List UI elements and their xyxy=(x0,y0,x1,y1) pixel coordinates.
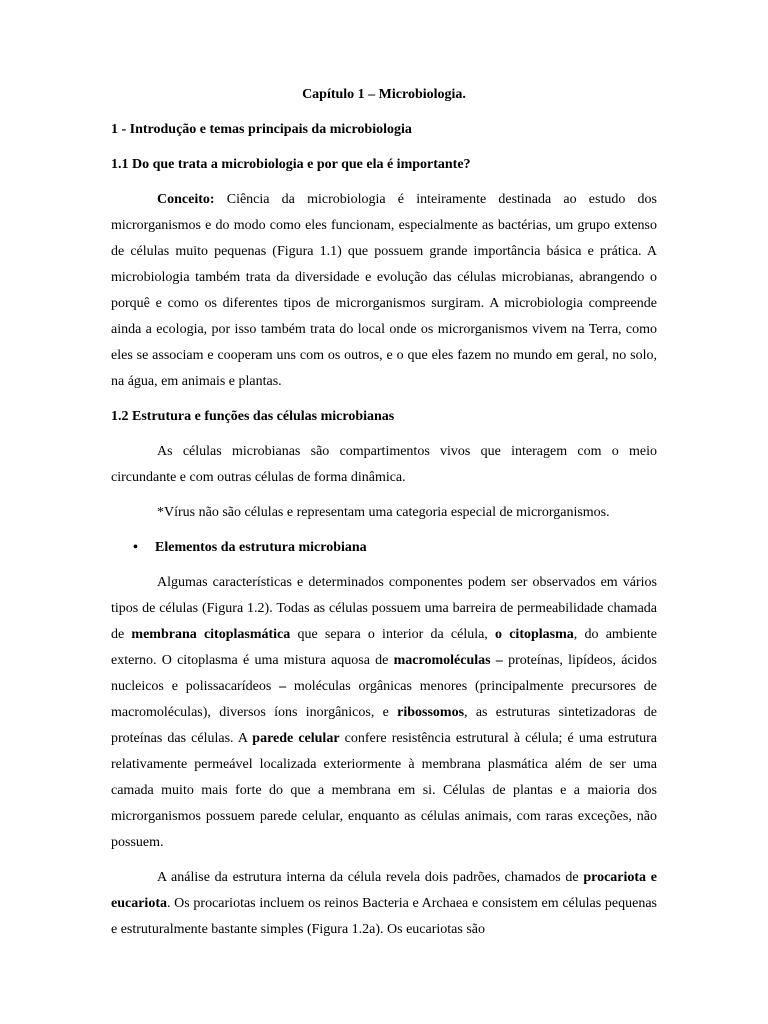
section-heading-1: 1 - Introdução e temas principais da microbiologia xyxy=(111,122,412,137)
bullet-icon: • xyxy=(133,540,138,555)
term-procariota-eucariota: procariota e eucariota xyxy=(111,870,657,911)
chapter-title: Capítulo 1 – Microbiologia. xyxy=(302,87,466,102)
text-run: Algumas características e determinados componentes podem ser observados em vários tipos de células (Figura 1.2). Todas as células possuem uma barreira de permeabilidade chamada de xyxy=(111,575,657,642)
paragraph-microbial-cells: As células microbianas são compartimentos vivos que interagem com o meio circundante e com outras células de forma dinâmica. xyxy=(111,444,657,485)
bullet-text: Elementos da estrutura microbiana xyxy=(155,540,367,555)
text-run: moléculas orgânicas menores (principalmente precursores de macromoléculas), diversos íons inorgânicos, e xyxy=(111,679,657,720)
term-ribossomos: ribossomos xyxy=(397,705,465,720)
paragraph-virus-note: *Vírus não são células e representam uma categoria especial de microrganismos. xyxy=(157,505,610,520)
section-heading-1-2: 1.2 Estrutura e funções das células microbianas xyxy=(111,409,395,424)
section-heading-1-1: 1.1 Do que trata a microbiologia e por que ela é importante? xyxy=(111,157,471,172)
term-parede-celular: parede celular xyxy=(252,731,340,746)
document-content xyxy=(111,82,657,952)
text-run: que separa o interior da célula, xyxy=(290,627,496,642)
bullet-item xyxy=(111,535,657,561)
text-run: confere resistência estrutural à célula; é uma estrutura relativamente permeável localizada exteriormente à membrana plasmática além de ser uma camada muito mais forte do que a membrana em si. Células de plantas e a maioria dos microrganismos possuem parede celular, enquanto as células animais, com raras exceções, não possuem. xyxy=(111,731,657,850)
term-citoplasma: o citoplasma xyxy=(495,627,574,642)
text-run: , as estruturas sintetizadoras de proteínas das células. A xyxy=(111,705,657,746)
paragraph-cell-patterns xyxy=(111,865,657,943)
dash-bold: – xyxy=(279,679,287,694)
text-run: proteínas, lipídeos, ácidos nucleicos e polissacarídeos xyxy=(111,653,658,694)
concept-text: Ciência da microbiologia é inteiramente destinada ao estudo dos microrganismos e do modo como eles funcionam, especialmente as bactérias, um grupo extenso de células muito pequenas (Figura 1.1) que possuem grande importância básica e prática. A microbiologia também trata da diversidade e evolução das células microbianas, abrangendo o porquê e como os diferentes tipos de microrganismos surgiram. A microbiologia compreende ainda a ecologia, por isso também trata do local onde os microrganismos vivem na Terra, como eles se associam e cooperam uns com os outros, e o que eles fazem no mundo em geral, no solo, na água, em animais e plantas. xyxy=(111,192,657,389)
text-run: A análise da estrutura interna da célula revela dois padrões, chamados de xyxy=(157,870,584,885)
concept-label: Conceito: xyxy=(157,192,215,207)
term-membrana-citoplasmatica: membrana citoplasmática xyxy=(131,627,291,642)
text-run: , do ambiente externo. O citoplasma é uma mistura aquosa de xyxy=(111,627,657,668)
paragraph-structure xyxy=(111,570,657,856)
paragraph-concept xyxy=(111,187,657,395)
term-macromoleculas: macromoléculas – xyxy=(393,653,503,668)
text-run: . Os procariotas incluem os reinos Bacteria e Archaea e consistem em células pequenas e estruturalmente bastante simples (Figura 1.2a). Os eucariotas são xyxy=(111,896,657,937)
